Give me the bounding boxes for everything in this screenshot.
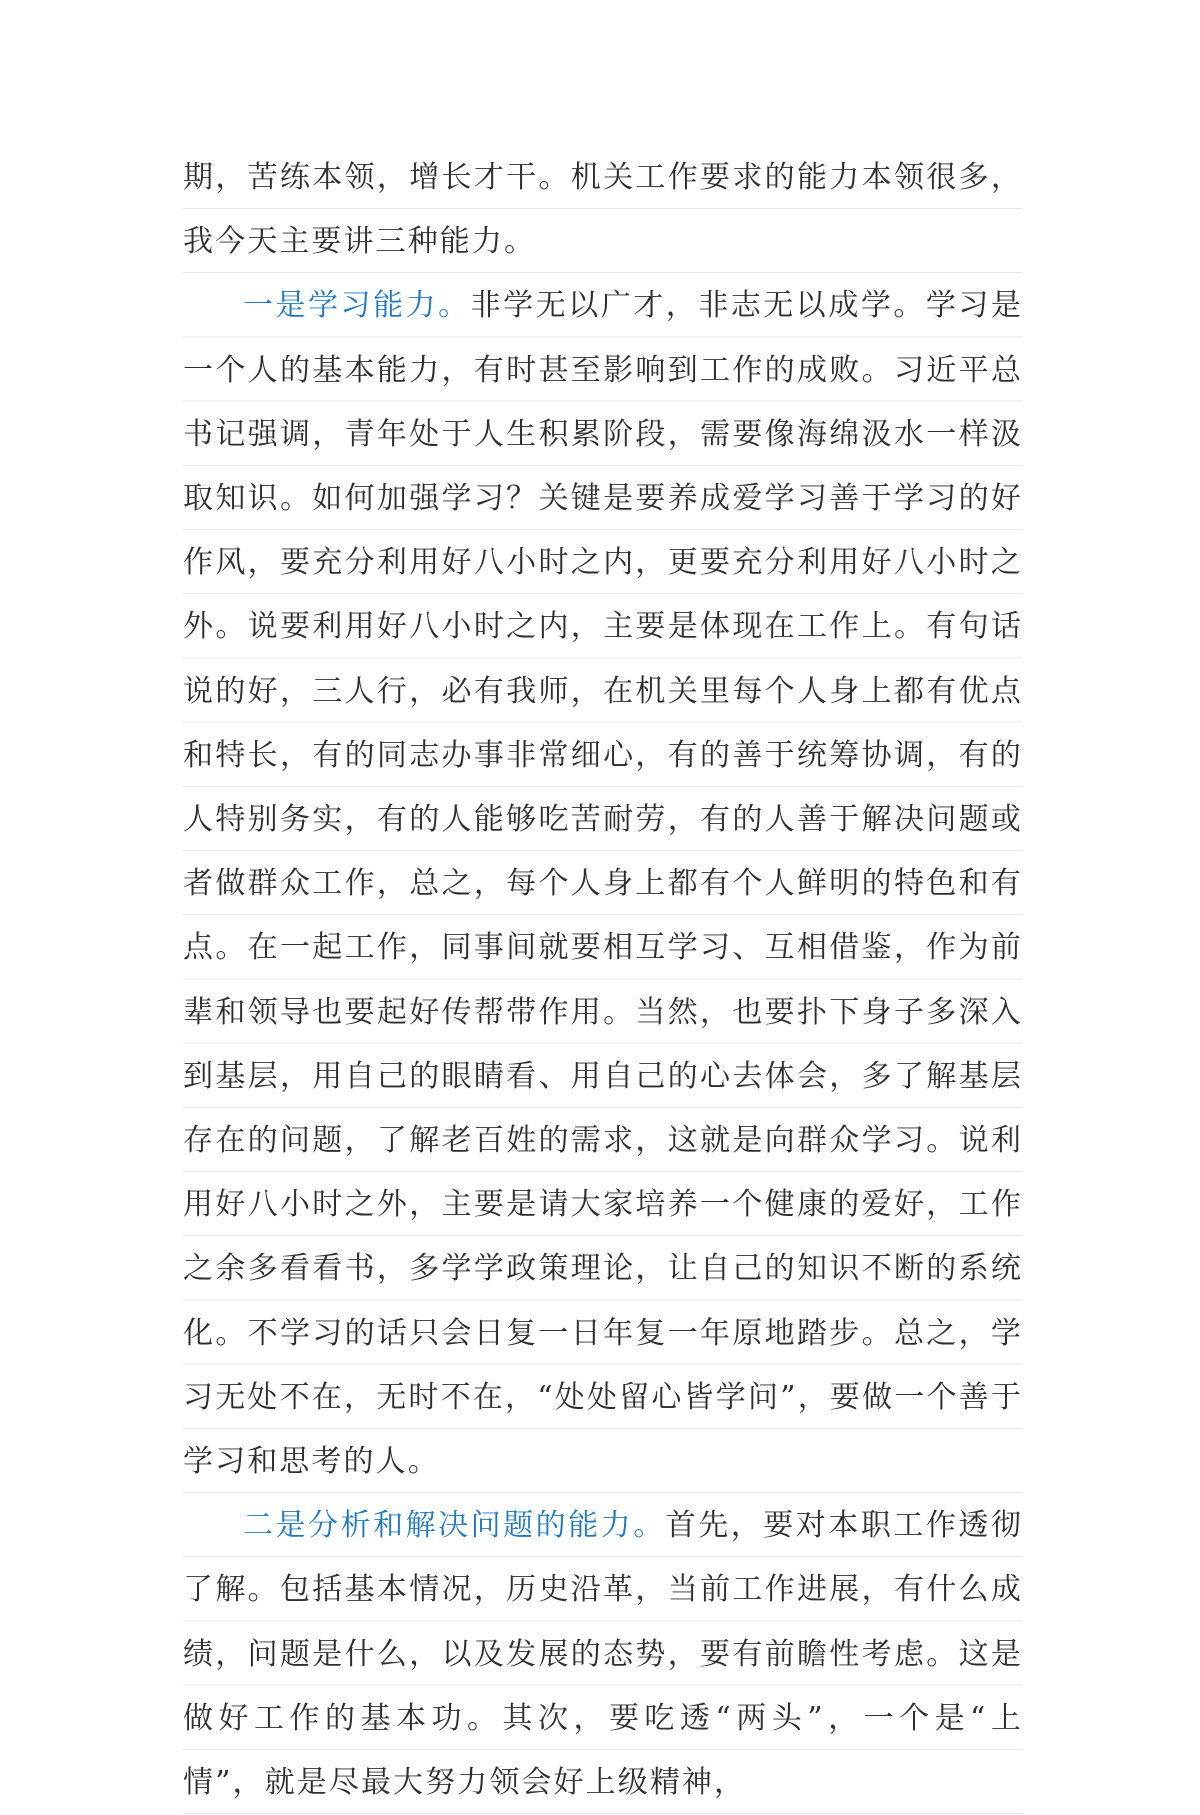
paragraph-text: 首先，要对本职工作透彻了解。包括基本情况，历史沿革，当前工作进展，有什么成绩，问题是什么，以及发展的态势，要有前瞻性考虑。这是做好工作的基本功。其次，要吃透“两头”，一个是“上情”，就是尽最大努力领会好上级精神， (183, 1508, 1023, 1801)
paragraph-text: 期，苦练本领，增长才干。机关工作要求的能力本领很多，我今天主要讲三种能力。 (183, 160, 1023, 260)
document-body (183, 146, 1023, 1815)
paragraph-heading: 二是分析和解决问题的能力。 (243, 1508, 666, 1544)
paragraph-continuation (183, 146, 1023, 274)
paragraph-problem-solving-ability (183, 1494, 1023, 1815)
paragraph-text: 非学无以广才，非志无以成学。学习是一个人的基本能力，有时甚至影响到工作的成败。习近平总书记强调，青年处于人生积累阶段，需要像海绵汲水一样汲取知识。如何加强学习？关键是要养成爱学习善于学习的好作风，要充分利用好八小时之内，更要充分利用好八小时之外。说要利用好八小时之内，主要是体现在工作上。有句话说的好，三人行，必有我师，在机关里每个人身上都有优点和特长，有的同志办事非常细心，有的善于统筹协调，有的人特别务实，有的人能够吃苦耐劳，有的人善于解决问题或者做群众工作，总之，每个人身上都有个人鲜明的特色和有点。在一起工作，同事间就要相互学习、互相借鉴，作为前辈和领导也要起好传帮带作用。当然，也要扑下身子多深入到基层，用自己的眼睛看、用自己的心去体会，多了解基层存在的问题，了解老百姓的需求，这就是向群众学习。说利用好八小时之外，主要是请大家培养一个健康的爱好，工作之余多看看书，多学学政策理论，让自己的知识不断的系统化。不学习的话只会日复一日年复一年原地踏步。总之，学习无处不在，无时不在，“处处留心皆学问”，要做一个善于学习和思考的人。 (183, 288, 1023, 1480)
paragraph-heading: 一是学习能力。 (243, 288, 471, 324)
paragraph-learning-ability (183, 274, 1023, 1494)
